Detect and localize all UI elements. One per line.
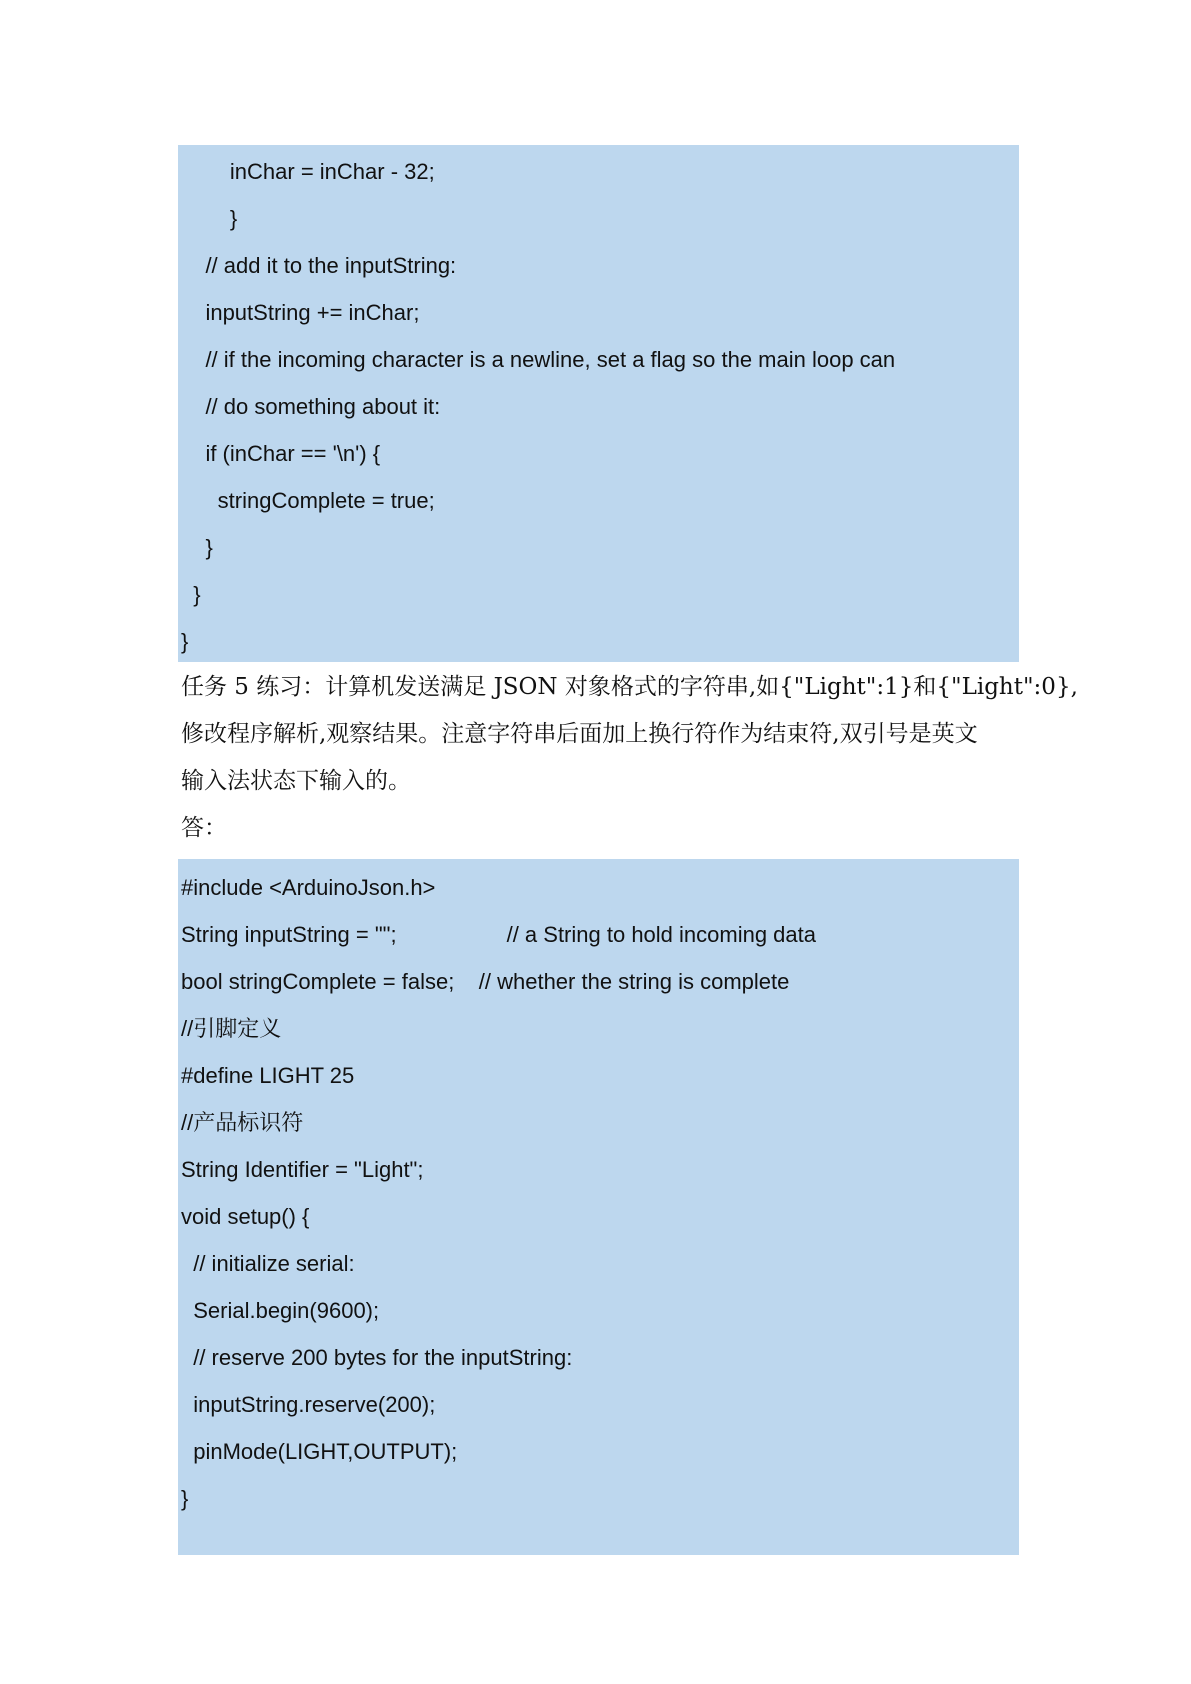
code-line: #define LIGHT 25 [181,1063,355,1088]
task-description-line: 任务 5 练习：计算机发送满足 JSON 对象格式的字符串,如{"Light":1}和{"Light":0}, [181,674,1078,700]
code-line: Serial.begin(9600); [181,1298,380,1323]
code-line: } [181,535,213,560]
code-line: //引脚定义 [181,1016,282,1041]
code-line: } [181,582,201,607]
task-description-line: 输入法状态下输入的。 [181,768,411,794]
code-line: // do something about it: [181,394,441,419]
code-line: if (inChar == '\n') { [181,441,381,466]
code-line: String inputString = ""; // a String to hold incoming data [181,922,816,947]
code-line: //产品标识符 [181,1110,304,1135]
code-line: } [181,629,189,654]
code-line: #include <ArduinoJson.h> [181,875,436,900]
code-block-continued [178,145,1019,662]
code-line: bool stringComplete = false; // whether the string is complete [181,969,790,994]
code-line: } [181,206,238,231]
code-line: pinMode(LIGHT,OUTPUT); [181,1439,458,1464]
code-line: void setup() { [181,1204,310,1229]
code-line: inputString += inChar; [181,300,420,325]
code-line: // initialize serial: [181,1251,355,1276]
code-line: // if the incoming character is a newline, set a flag so the main loop can [181,347,896,372]
code-line: // reserve 200 bytes for the inputString: [181,1345,573,1370]
answer-label: 答： [181,815,227,841]
code-line: stringComplete = true; [181,488,435,513]
code-line: String Identifier = "Light"; [181,1157,424,1182]
code-line: inputString.reserve(200); [181,1392,436,1417]
task-description-line: 修改程序解析,观察结果。注意字符串后面加上换行符作为结束符,双引号是英文 [181,721,978,747]
code-line: // add it to the inputString: [181,253,457,278]
code-line: } [181,1486,189,1511]
code-block-answer [178,859,1019,1555]
code-line: inChar = inChar - 32; [181,159,435,184]
